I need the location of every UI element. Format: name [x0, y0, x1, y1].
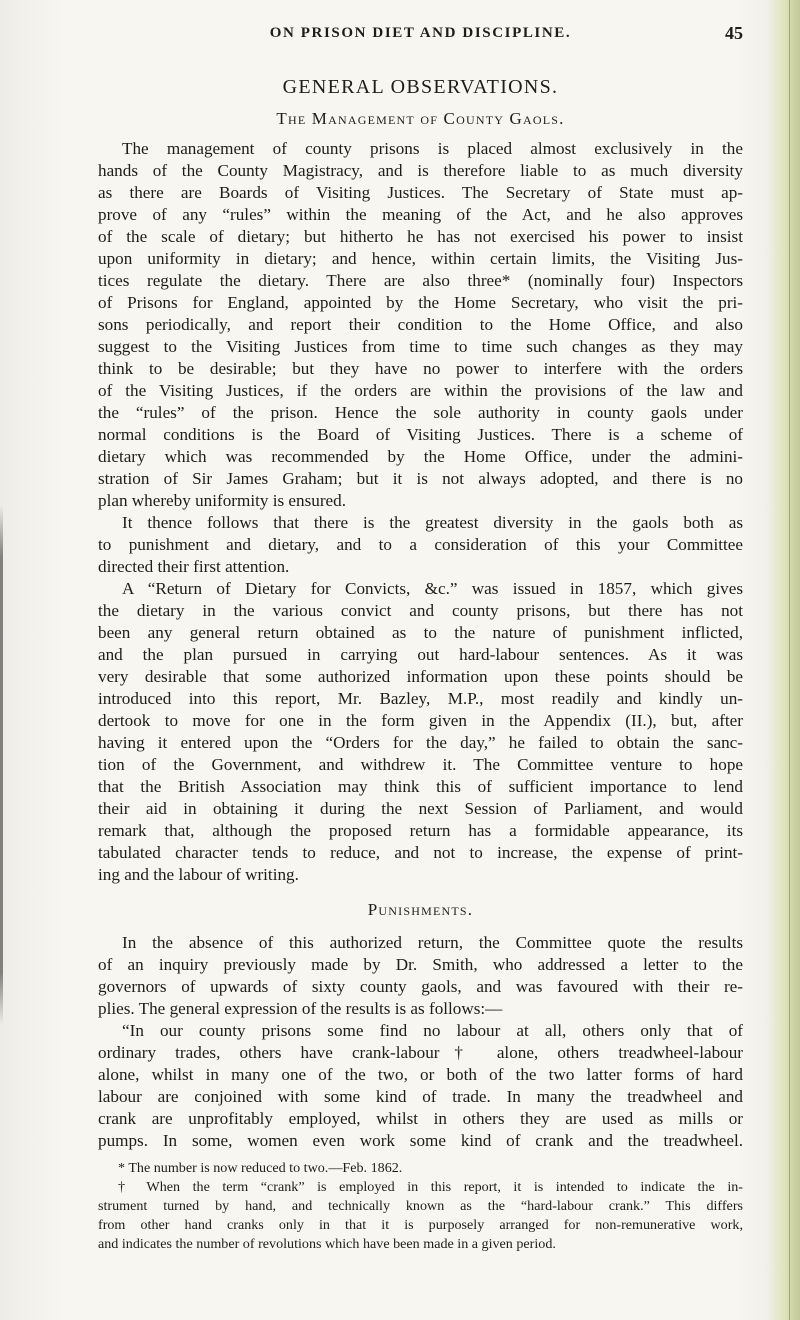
body-line: the dietary in the various convict and county prisons, but there has not: [98, 601, 743, 620]
body-line: been any general return obtained as to the nature of punishment inflicted,: [98, 623, 743, 642]
body-line: In the absence of this authorized return, the Committee quote the results: [122, 933, 743, 952]
page-number: 45: [725, 23, 743, 43]
body-line: tion of the Government, and withdrew it. The Committee venture to hope: [98, 755, 743, 774]
body-line: think to be desirable; but they have no power to interfere with the orders: [98, 359, 743, 378]
footnote: and indicates the number of revolutions which have been made in a given period.: [98, 1236, 556, 1252]
body-line: ing and the labour of writing.: [98, 865, 299, 884]
body-line: and the plan pursued in carrying out hard-labour sentences. As it was: [98, 645, 743, 664]
main-heading: GENERAL OBSERVATIONS.: [282, 76, 559, 98]
body-line: hands of the County Magistracy, and is therefore liable to as much diversity: [98, 161, 743, 180]
body-line: crank are unprofitably employed, whilst in others they are used as mills or: [98, 1109, 743, 1128]
sub-heading: The Management of County Gaols.: [276, 109, 565, 128]
body-line: labour are conjoined with some kind of trade. In many the treadwheel and: [98, 1087, 743, 1106]
running-head-title: ON PRISON DIET AND DISCIPLINE.: [269, 25, 572, 41]
footnote: * The number is now reduced to two.—Feb. 1862.: [118, 1160, 403, 1176]
body-line: upon uniformity in dietary; and hence, within certain limits, the Visiting Jus-: [98, 249, 743, 268]
body-line: normal conditions is the Board of Visiting Justices. There is a scheme of: [98, 425, 743, 444]
body-line: of Prisons for England, appointed by the Home Secretary, who visit the pri-: [98, 293, 743, 312]
body-line: ordinary trades, others have crank-labour† alone, others treadwheel-labour: [98, 1043, 743, 1062]
body-line: very desirable that some authorized information upon these points should be: [98, 667, 743, 686]
body-line: of an inquiry previously made by Dr. Smith, who addressed a letter to the: [98, 955, 743, 974]
section-heading-punishments: Punishments.: [367, 900, 474, 919]
body-line: pumps. In some, women even work some kind of crank and the treadwheel.: [98, 1131, 743, 1150]
body-line: of the Visiting Justices, if the orders are within the provisions of the law and: [98, 381, 743, 400]
body-line: remark that, although the proposed return has a formidable appearance, its: [98, 821, 743, 840]
body-line: having it entered upon the “Orders for the day,” he failed to obtain the sanc-: [98, 733, 743, 752]
body-line: sons periodically, and report their condition to the Home Office, and also: [98, 315, 743, 334]
body-line: of the scale of dietary; but hitherto he has not exercised his power to insist: [98, 227, 743, 246]
body-line: The management of county prisons is placed almost exclusively in the: [122, 139, 743, 158]
body-line: suggest to the Visiting Justices from time to time such changes as they may: [98, 337, 743, 356]
body-line: tices regulate the dietary. There are also three* (nominally four) Inspectors: [98, 271, 743, 290]
body-line: A “Return of Dietary for Convicts, &c.” was issued in 1857, which gives: [122, 579, 743, 598]
body-line: “In our county prisons some find no labour at all, others only that of: [122, 1021, 743, 1040]
body-line: tabulated character tends to reduce, and not to increase, the expense of print-: [98, 843, 743, 862]
body-line: alone, whilst in many one of the two, or both of the two latter forms of hard: [98, 1065, 743, 1084]
body-line: introduced into this report, Mr. Bazley, M.P., most readily and kindly un-: [98, 689, 743, 708]
footnote: strument turned by hand, and technically known as the “hard-labour crank.” This differs: [98, 1198, 743, 1214]
body-line: plies. The general expression of the results is as follows:—: [98, 999, 503, 1018]
footnote: † When the term “crank” is employed in this report, it is intended to indicate the in-: [118, 1179, 743, 1195]
body-line: as there are Boards of Visiting Justices. The Secretary of State must ap-: [98, 183, 743, 202]
page-edge-line: [789, 0, 790, 1320]
body-line: to punishment and dietary, and to a consideration of this your Committee: [98, 535, 743, 554]
body-line: plan whereby uniformity is ensured.: [98, 491, 347, 510]
body-line: governors of upwards of sixty county gaols, and was favoured with their re-: [98, 977, 743, 996]
body-line: It thence follows that there is the greatest diversity in the gaols both as: [122, 513, 743, 532]
body-line: directed their first attention.: [98, 557, 290, 576]
body-line: prove of any “rules” within the meaning of the Act, and he also approves: [98, 205, 743, 224]
body-line: stration of Sir James Graham; but it is not always adopted, and there is no: [98, 469, 743, 488]
page-edge-shadow: [766, 0, 800, 1320]
footnote: from other hand cranks only in that it is purposely arranged for non-remunerative work,: [98, 1217, 743, 1233]
body-line: their aid in obtaining it during the next Session of Parliament, and would: [98, 799, 743, 818]
body-line: dertook to move for one in the form given in the Appendix (II.), but, after: [98, 711, 743, 730]
running-head: [98, 21, 743, 45]
left-margin-mark: [0, 505, 3, 1025]
body-line: the “rules” of the prison. Hence the sole authority in county gaols under: [98, 403, 743, 422]
body-line: dietary which was recommended by the Home Office, under the admini-: [98, 447, 743, 466]
body-line: that the British Association may think this of sufficient importance to lend: [98, 777, 743, 796]
